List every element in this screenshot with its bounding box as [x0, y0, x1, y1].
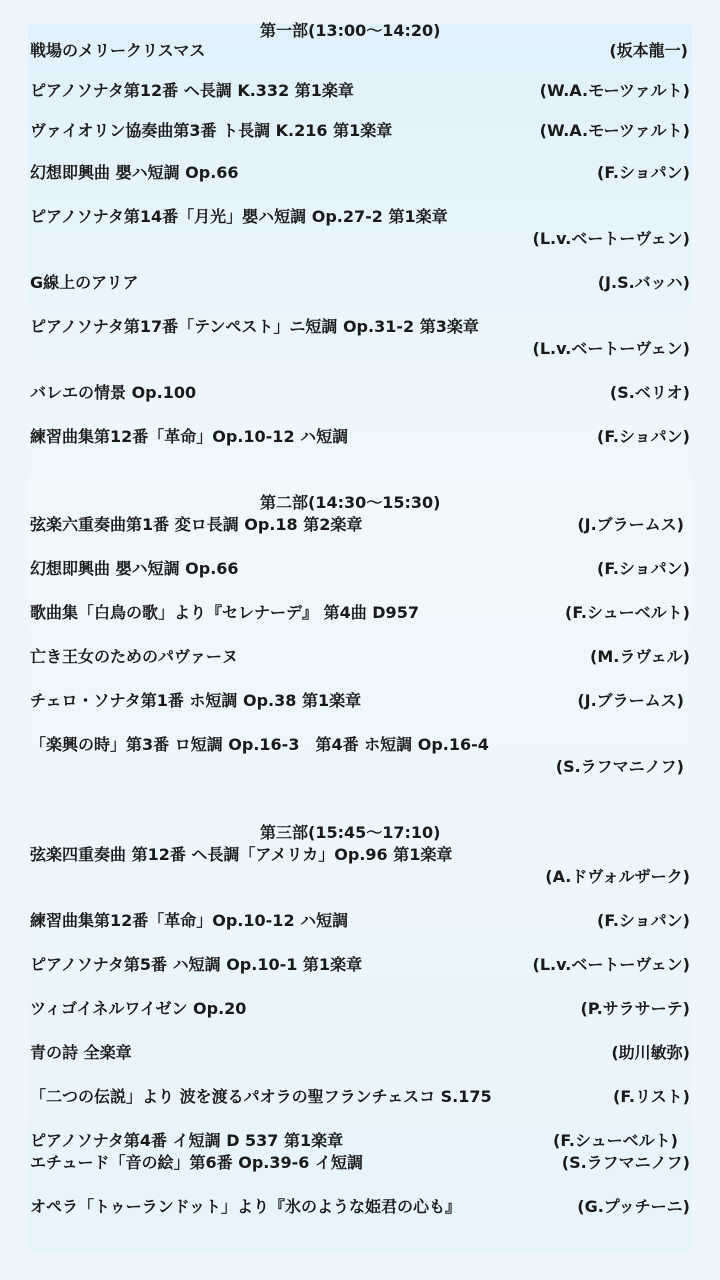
piece-title: バレエの情景 Op.100: [30, 383, 197, 402]
piece-title: ピアノソナタ第14番「月光」嬰ハ短調 Op.27-2 第1楽章: [30, 207, 448, 226]
composer: (F.ショパン): [597, 559, 690, 578]
piece-title: ツィゴイネルワイゼン Op.20: [30, 999, 247, 1018]
piece-title: 幻想即興曲 嬰ハ短調 Op.66: [30, 559, 239, 578]
composer: (S.ラフマニノフ): [555, 757, 684, 776]
section-2-heading: 第二部(14:30〜15:30): [260, 493, 441, 512]
piece-title: エチュード「音の絵」第6番 Op.39-6 イ短調: [30, 1153, 363, 1172]
composer: (P.サラサーテ): [580, 999, 690, 1018]
piece-title: 歌曲集「白鳥の歌」より『セレナーデ』 第4曲 D957: [30, 603, 419, 622]
piece-title: ピアノソナタ第5番 ハ短調 Op.10-1 第1楽章: [30, 955, 363, 974]
composer: (S.ベリオ): [609, 383, 690, 402]
composer: (J.S.バッハ): [597, 273, 690, 292]
composer: (F.シューベルト): [565, 603, 690, 622]
composer: (L.v.ベートーヴェン): [532, 229, 690, 248]
piece-title: オペラ「トゥーランドット」より『氷のような姫君の心も』: [30, 1197, 461, 1216]
piece-title: 亡き王女のためのパヴァーヌ: [30, 647, 238, 666]
composer: (F.ショパン): [597, 163, 690, 182]
composer: (M.ラヴェル): [590, 647, 690, 666]
composer: (L.v.ベートーヴェン): [532, 339, 690, 358]
piece-title: ピアノソナタ第17番「テンペスト」ニ短調 Op.31-2 第3楽章: [30, 317, 479, 336]
piece-title: 弦楽四重奏曲 第12番 ヘ長調「アメリカ」Op.96 第1楽章: [30, 845, 453, 864]
composer: (F.ショパン): [597, 911, 690, 930]
piece-title: 戦場のメリークリスマス: [30, 41, 206, 60]
composer: (W.A.モーツァルト): [539, 81, 690, 100]
section-3-heading: 第三部(15:45〜17:10): [260, 823, 441, 842]
piece-title: G線上のアリア: [30, 273, 139, 292]
composer: (G.プッチーニ): [577, 1197, 690, 1216]
composer: (S.ラフマニノフ): [561, 1153, 690, 1172]
piece-title: 「二つの伝説」より 波を渡るパオラの聖フランチェスコ S.175: [30, 1087, 492, 1106]
piece-title: ヴァイオリン協奏曲第3番 ト長調 K.216 第1楽章: [30, 121, 393, 140]
composer: (L.v.ベートーヴェン): [532, 955, 690, 974]
piece-title: 幻想即興曲 嬰ハ短調 Op.66: [30, 163, 239, 182]
piece-title: 「楽興の時」第3番 ロ短調 Op.16-3 第4番 ホ短調 Op.16-4: [30, 735, 489, 754]
piece-title: 練習曲集第12番「革命」Op.10-12 ハ短調: [30, 427, 349, 446]
composer: (J.ブラームス): [577, 515, 684, 534]
composer: (W.A.モーツァルト): [539, 121, 690, 140]
piece-title: ピアノソナタ第4番 イ短調 D 537 第1楽章: [30, 1131, 344, 1150]
composer: (A.ドヴォルザーク): [545, 867, 690, 886]
composer: (坂本龍一): [609, 41, 688, 60]
composer: (F.リスト): [613, 1087, 690, 1106]
piece-title: 練習曲集第12番「革命」Op.10-12 ハ短調: [30, 911, 349, 930]
section-1-heading: 第一部(13:00〜14:20): [260, 21, 441, 40]
composer: (F.ショパン): [597, 427, 690, 446]
piece-title: 青の詩 全楽章: [30, 1043, 132, 1062]
piece-title: ピアノソナタ第12番 ヘ長調 K.332 第1楽章: [30, 81, 354, 100]
composer: (F.シューベルト): [553, 1131, 678, 1150]
piece-title: チェロ・ソナタ第1番 ホ短調 Op.38 第1楽章: [30, 691, 362, 710]
piece-title: 弦楽六重奏曲第1番 変ロ長調 Op.18 第2楽章: [30, 515, 363, 534]
composer: (J.ブラームス): [577, 691, 684, 710]
composer: (助川敏弥): [611, 1043, 690, 1062]
